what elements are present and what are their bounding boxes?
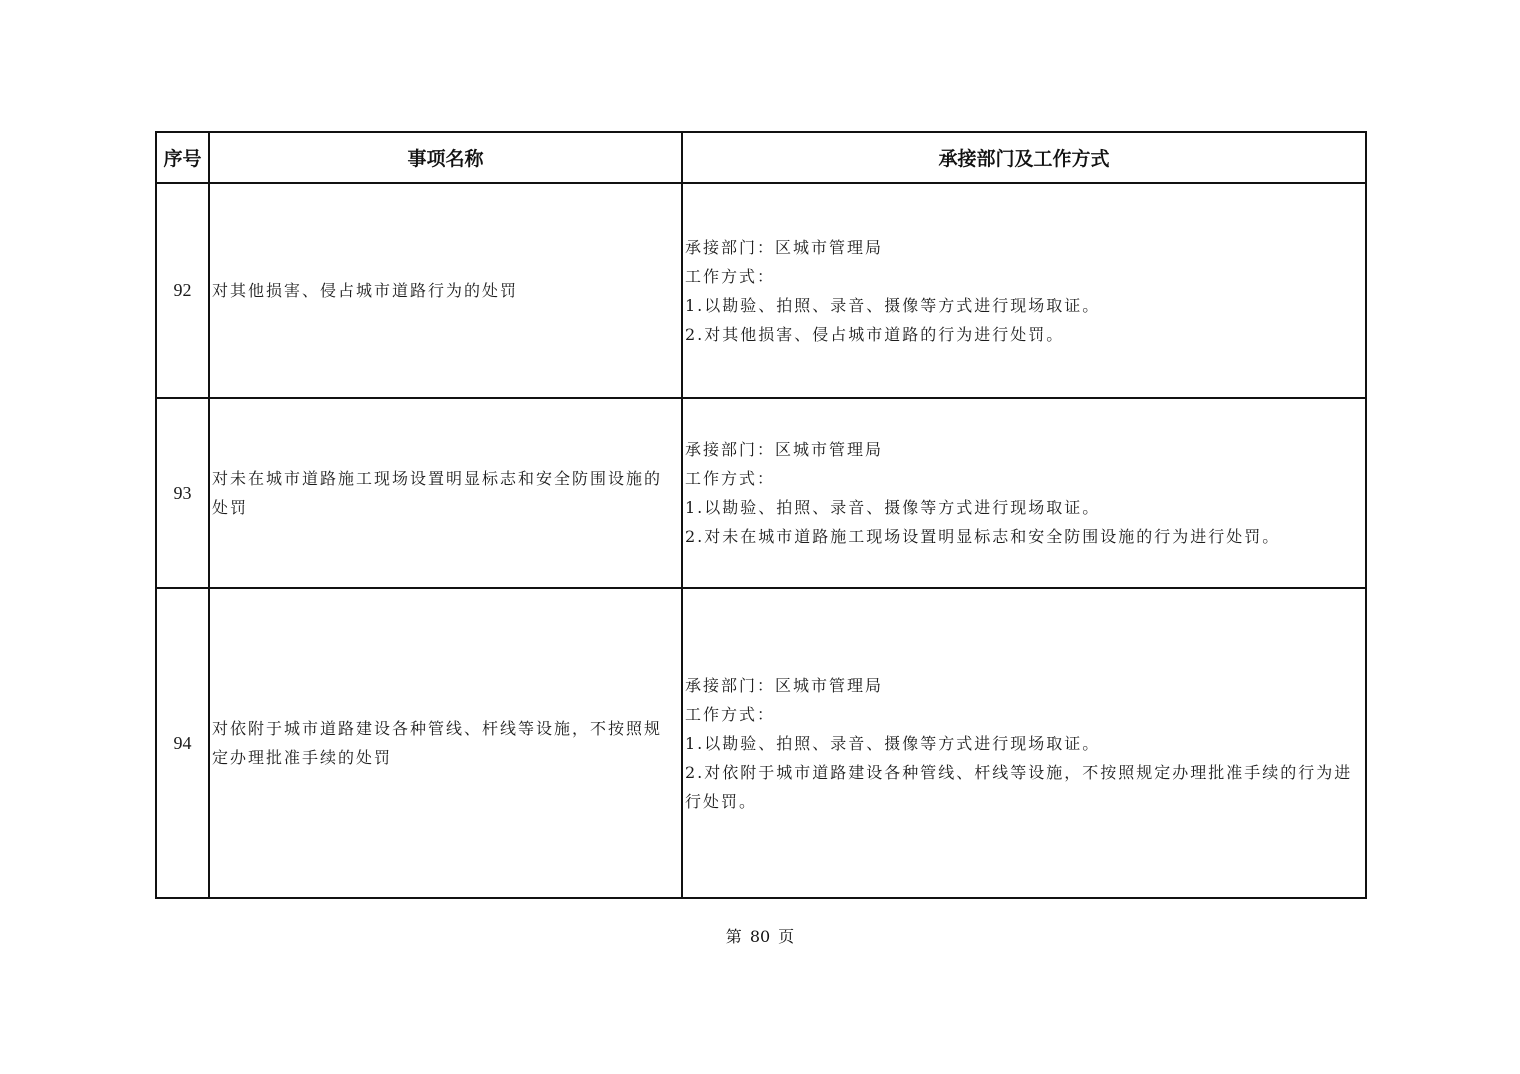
table-row bbox=[156, 588, 1366, 898]
row-department-method bbox=[682, 588, 1366, 898]
row-matter-name: 对依附于城市道路建设各种管线、杆线等设施，不按照规定办理批准手续的处罚 bbox=[209, 588, 682, 898]
method-step: 2.对依附于城市道路建设各种管线、杆线等设施，不按照规定办理批准手续的行为进行处罚。 bbox=[685, 762, 1353, 811]
matters-table bbox=[155, 131, 1367, 899]
page-footer bbox=[0, 924, 1520, 947]
row-serial-number: 93 bbox=[156, 398, 209, 588]
table-row bbox=[156, 398, 1366, 588]
dept-line: 承接部门：区城市管理局 bbox=[685, 237, 884, 257]
row-matter-name: 对未在城市道路施工现场设置明显标志和安全防围设施的处罚 bbox=[209, 398, 682, 588]
header-department-and-method: 承接部门及工作方式 bbox=[682, 132, 1366, 183]
table-header-row bbox=[156, 132, 1366, 183]
table-row bbox=[156, 183, 1366, 398]
method-step: 2.对未在城市道路施工现场设置明显标志和安全防围设施的行为进行处罚。 bbox=[685, 527, 1281, 546]
row-serial-number: 92 bbox=[156, 183, 209, 398]
page-suffix: 页 bbox=[778, 927, 795, 946]
method-label: 工作方式： bbox=[685, 469, 776, 488]
row-department-method bbox=[682, 398, 1366, 588]
method-label: 工作方式： bbox=[685, 704, 776, 724]
header-serial-number: 序号 bbox=[156, 132, 209, 183]
dept-line: 承接部门：区城市管理局 bbox=[685, 440, 884, 459]
method-step: 1.以勘验、拍照、录音、摄像等方式进行现场取证。 bbox=[685, 295, 1101, 315]
dept-line: 承接部门：区城市管理局 bbox=[685, 675, 884, 695]
row-serial-number: 94 bbox=[156, 588, 209, 898]
row-matter-name: 对其他损害、侵占城市道路行为的处罚 bbox=[209, 183, 682, 398]
page-prefix: 第 bbox=[725, 927, 742, 946]
method-step: 1.以勘验、拍照、录音、摄像等方式进行现场取证。 bbox=[685, 733, 1101, 753]
row-department-method bbox=[682, 183, 1366, 398]
method-label: 工作方式： bbox=[685, 266, 776, 286]
page-number: 80 bbox=[749, 927, 771, 946]
method-step: 1.以勘验、拍照、录音、摄像等方式进行现场取证。 bbox=[685, 498, 1101, 517]
method-step: 2.对其他损害、侵占城市道路的行为进行处罚。 bbox=[685, 324, 1065, 344]
header-matter-name: 事项名称 bbox=[209, 132, 682, 183]
